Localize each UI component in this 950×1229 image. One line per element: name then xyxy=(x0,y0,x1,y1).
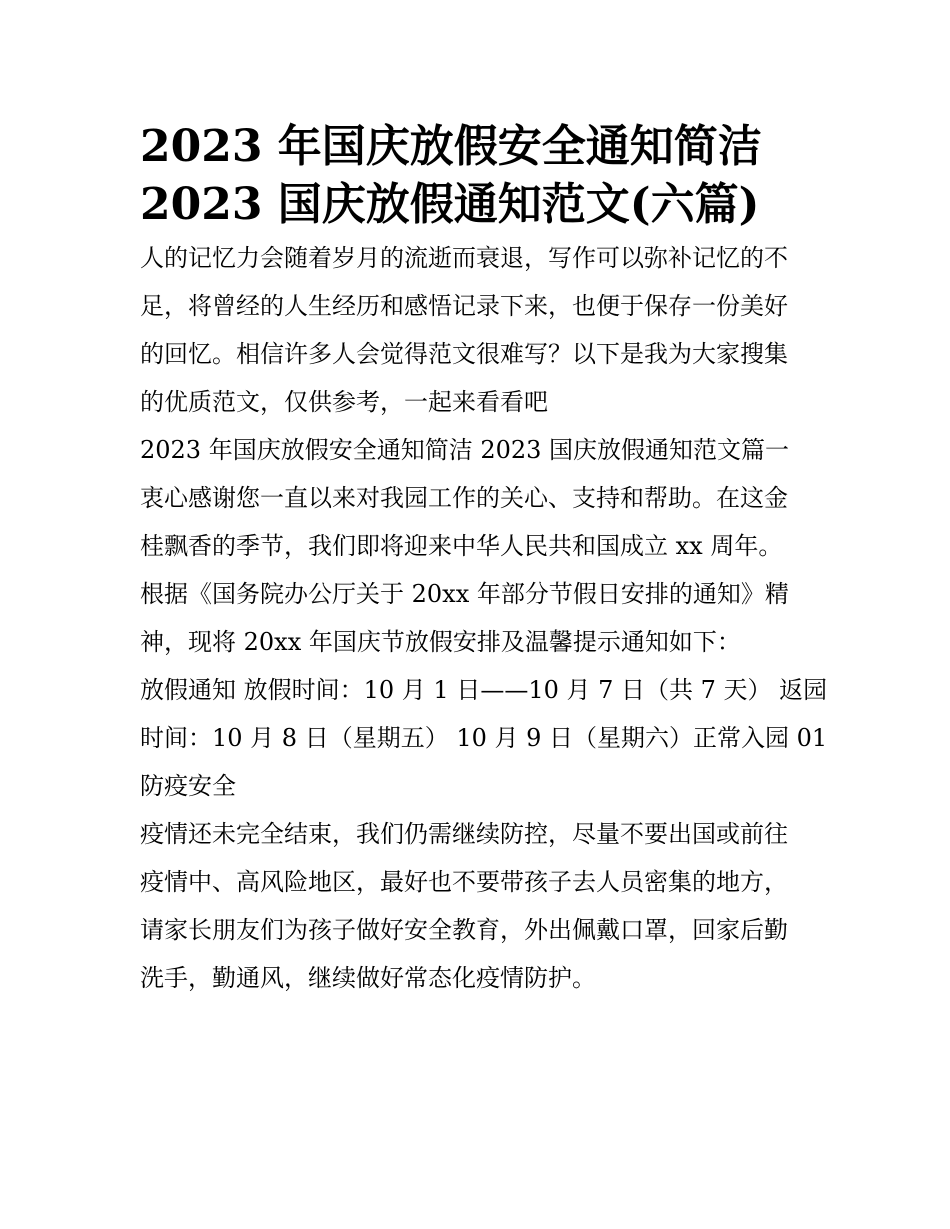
body-line: 疫情还未完全结束，我们仍需继续防控，尽量不要出国或前往 xyxy=(140,820,788,848)
title-line: 2023 年国庆放假安全通知简洁 xyxy=(140,121,762,172)
body-line: 放假通知 放假时间：10 月 1 日——10 月 7 日（共 7 天） 返园 xyxy=(140,676,828,704)
body-paragraphs xyxy=(140,474,828,1002)
document-page xyxy=(140,118,828,1002)
body-line: 疫情中、高风险地区，最好也不要带孩子去人员密集的地方， xyxy=(140,868,788,896)
intro-line: 的优质范文，仅供参考，一起来看看吧 xyxy=(140,388,548,416)
intro-line: 足，将曾经的人生经历和感悟记录下来，也便于保存一份美好 xyxy=(140,292,788,320)
intro-line: 的回忆。相信许多人会觉得范文很难写？以下是我为大家搜集 xyxy=(140,340,788,368)
body-line: 神，现将 20xx 年国庆节放假安排及温馨提示通知如下： xyxy=(140,628,741,656)
body-line: 洗手，勤通风，继续做好常态化疫情防护。 xyxy=(140,964,596,992)
intro-line: 人的记忆力会随着岁月的流逝而衰退，写作可以弥补记忆的不 xyxy=(140,244,788,272)
body-line: 请家长朋友们为孩子做好安全教育，外出佩戴口罩，回家后勤 xyxy=(140,916,788,944)
document-title xyxy=(140,118,812,234)
section-heading: 2023 年国庆放假安全通知简洁 2023 国庆放假通知范文篇一 xyxy=(140,436,790,464)
body-line: 衷心感谢您一直以来对我园工作的关心、支持和帮助。在这金 xyxy=(140,484,788,512)
body-line: 桂飘香的季节，我们即将迎来中华人民共和国成立 xx 周年。 xyxy=(140,532,783,560)
body-line: 根据《国务院办公厅关于 20xx 年部分节假日安排的通知》精 xyxy=(140,580,789,608)
title-line: 2023 国庆放假通知范文(六篇) xyxy=(140,179,760,230)
intro-paragraph xyxy=(140,234,812,426)
body-line: 防疫安全 xyxy=(140,772,236,800)
body-line: 时间：10 月 8 日（星期五） 10 月 9 日（星期六）正常入园 01 xyxy=(140,724,828,752)
